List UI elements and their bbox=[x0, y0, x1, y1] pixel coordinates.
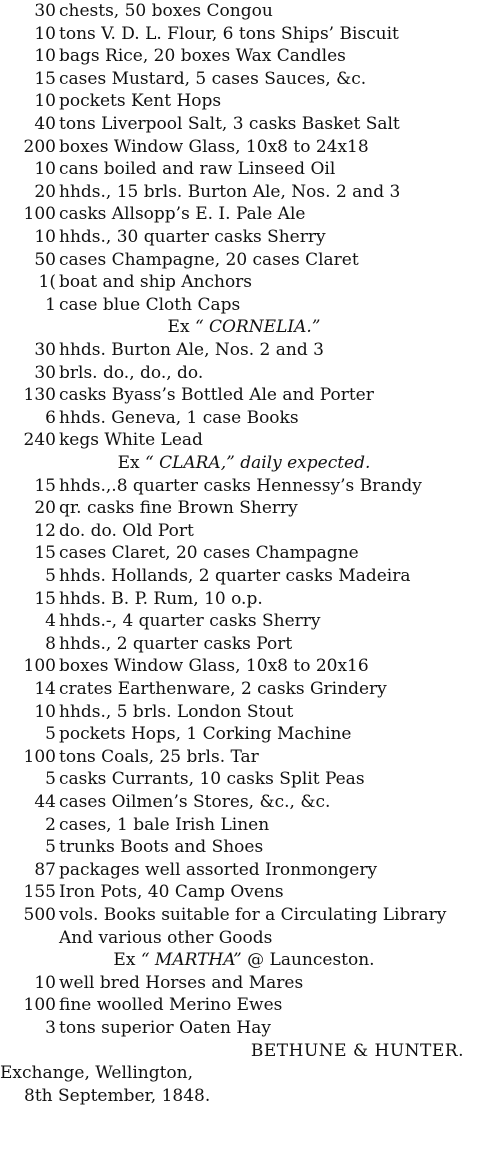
list-item bbox=[0, 768, 488, 791]
list-item bbox=[0, 655, 488, 678]
item-description: boxes Window Glass, 10x8 to 20x16 bbox=[59, 656, 369, 677]
item-quantity: 87 bbox=[34, 859, 56, 880]
item-quantity: 20 bbox=[34, 181, 56, 202]
item-description: hhds., 15 brls. Burton Ale, Nos. 2 and 3 bbox=[59, 181, 401, 202]
ship-name: “ CORNELIA.” bbox=[194, 317, 321, 338]
list-item bbox=[0, 294, 488, 317]
list-item bbox=[0, 362, 488, 385]
item-description: hhds., 30 quarter casks Sherry bbox=[59, 227, 326, 247]
list-item bbox=[0, 429, 488, 452]
item-description: pockets Hops, 1 Corking Machine bbox=[59, 724, 352, 745]
list-item bbox=[0, 836, 488, 859]
item-quantity: 240 bbox=[23, 430, 56, 451]
item-quantity: 200 bbox=[23, 136, 56, 157]
address-place: Exchange, Wellington, bbox=[0, 1063, 194, 1084]
item-quantity: 100 bbox=[23, 746, 56, 767]
heading-suffix: @ Launceston. bbox=[247, 950, 375, 971]
list-item bbox=[0, 994, 488, 1017]
item-quantity: 30 bbox=[34, 362, 56, 383]
section-heading-text bbox=[0, 452, 488, 475]
list-item bbox=[0, 791, 488, 814]
list-item bbox=[0, 881, 488, 904]
address-line bbox=[0, 1062, 488, 1085]
ship-name: “ MARTHA” bbox=[140, 950, 242, 971]
list-item bbox=[0, 384, 488, 407]
list-item bbox=[0, 271, 488, 294]
heading-prefix: Ex bbox=[167, 317, 190, 338]
section-heading-text bbox=[0, 949, 488, 972]
item-quantity: 15 bbox=[34, 475, 56, 496]
item-quantity: 44 bbox=[34, 792, 56, 812]
item-description: hhds. Geneva, 1 case Books bbox=[59, 407, 299, 428]
item-quantity: 30 bbox=[34, 340, 56, 360]
item-description: Iron Pots, 40 Camp Ovens bbox=[59, 882, 284, 903]
item-quantity: 3 bbox=[45, 1018, 56, 1038]
item-quantity: 20 bbox=[34, 498, 56, 519]
list-item bbox=[0, 475, 488, 498]
item-quantity: 15 bbox=[34, 543, 56, 564]
list-item bbox=[0, 542, 488, 565]
item-quantity: 1( bbox=[38, 272, 56, 293]
list-item bbox=[0, 23, 488, 46]
list-item bbox=[0, 68, 488, 91]
list-item bbox=[0, 339, 488, 362]
section-heading-text bbox=[0, 316, 488, 339]
item-description: case blue Cloth Caps bbox=[59, 294, 241, 315]
item-description: cases Claret, 20 cases Champagne bbox=[59, 543, 359, 564]
item-quantity: 10 bbox=[34, 701, 56, 722]
item-description: brls. do., do., do. bbox=[59, 362, 204, 383]
heading-suffix: daily expected. bbox=[240, 453, 371, 473]
date-line bbox=[0, 1085, 488, 1108]
list-item bbox=[0, 701, 488, 724]
item-quantity: 15 bbox=[34, 588, 56, 609]
list-item bbox=[0, 723, 488, 746]
item-description: cases, 1 bale Irish Linen bbox=[59, 814, 270, 835]
item-quantity: 5 bbox=[45, 566, 56, 586]
list-item bbox=[0, 113, 488, 136]
section-heading bbox=[0, 452, 488, 475]
item-quantity: 1 bbox=[45, 294, 56, 315]
list-item bbox=[0, 904, 488, 927]
item-description: hhds.,.8 quarter casks Hennessy’s Brandy bbox=[59, 475, 422, 496]
list-item bbox=[0, 45, 488, 68]
list-item bbox=[0, 588, 488, 611]
item-description: cases Mustard, 5 cases Sauces, &c. bbox=[59, 68, 367, 89]
list-item bbox=[0, 90, 488, 113]
list-item bbox=[0, 610, 488, 633]
list-item bbox=[0, 972, 488, 995]
heading-prefix: Ex bbox=[113, 950, 136, 971]
item-quantity: 100 bbox=[23, 204, 56, 225]
item-quantity: 10 bbox=[34, 227, 56, 247]
item-description: pockets Kent Hops bbox=[59, 91, 222, 112]
item-quantity: 4 bbox=[45, 611, 56, 632]
list-item bbox=[0, 814, 488, 837]
item-description: casks Allsopp’s E. I. Pale Ale bbox=[59, 204, 306, 225]
signature-line bbox=[0, 1040, 488, 1063]
item-quantity: 100 bbox=[23, 656, 56, 677]
list-item bbox=[0, 181, 488, 204]
item-description: chests, 50 boxes Congou bbox=[59, 1, 273, 21]
item-quantity: 2 bbox=[45, 814, 56, 835]
item-description: boat and ship Anchors bbox=[59, 272, 253, 293]
item-description: cans boiled and raw Linseed Oil bbox=[59, 159, 336, 180]
item-description: boxes Window Glass, 10x8 to 24x18 bbox=[59, 136, 369, 157]
item-description: qr. casks fine Brown Sherry bbox=[59, 498, 298, 519]
item-quantity: 500 bbox=[23, 905, 56, 925]
item-description: cases Oilmen’s Stores, &c., &c. bbox=[59, 792, 331, 812]
list-item bbox=[0, 746, 488, 769]
item-quantity: 100 bbox=[23, 995, 56, 1016]
item-description: trunks Boots and Shoes bbox=[59, 837, 264, 858]
item-description: vols. Books suitable for a Circulating Library bbox=[59, 905, 447, 925]
item-description: fine woolled Merino Ewes bbox=[59, 995, 283, 1016]
list-item bbox=[0, 497, 488, 520]
item-description: packages well assorted Ironmongery bbox=[59, 859, 378, 880]
ship-name: “ CLARA,” bbox=[144, 453, 235, 473]
list-item bbox=[0, 859, 488, 882]
item-description: tons Coals, 25 brls. Tar bbox=[59, 746, 259, 767]
item-description: tons Liverpool Salt, 3 casks Basket Salt bbox=[59, 114, 400, 134]
item-description: hhds., 5 brls. London Stout bbox=[59, 701, 294, 722]
list-item bbox=[0, 158, 488, 181]
list-item bbox=[0, 565, 488, 588]
item-description: bags Rice, 20 boxes Wax Candles bbox=[59, 46, 346, 67]
item-quantity: 10 bbox=[34, 91, 56, 112]
item-quantity: 10 bbox=[34, 23, 56, 44]
section-heading bbox=[0, 316, 488, 339]
item-description: hhds.-, 4 quarter casks Sherry bbox=[59, 611, 321, 632]
item-description: casks Currants, 10 casks Split Peas bbox=[59, 769, 365, 790]
item-description: kegs White Lead bbox=[59, 430, 203, 451]
list-item bbox=[0, 136, 488, 159]
list-item bbox=[0, 678, 488, 701]
list-item bbox=[0, 520, 488, 543]
item-quantity: 14 bbox=[34, 679, 56, 699]
item-description: well bred Horses and Mares bbox=[59, 972, 304, 993]
item-quantity: 6 bbox=[45, 407, 56, 428]
heading-prefix: Ex bbox=[117, 453, 140, 473]
item-quantity: 10 bbox=[34, 972, 56, 993]
item-description: crates Earthenware, 2 casks Grindery bbox=[59, 679, 387, 699]
item-description: hhds. Hollands, 2 quarter casks Madeira bbox=[59, 566, 411, 586]
item-description: casks Byass’s Bottled Ale and Porter bbox=[59, 385, 374, 406]
section-heading bbox=[0, 949, 488, 972]
list-item bbox=[0, 927, 488, 950]
item-quantity: 5 bbox=[45, 837, 56, 858]
list-item bbox=[0, 407, 488, 430]
item-description: tons superior Oaten Hay bbox=[59, 1018, 271, 1038]
item-description: tons V. D. L. Flour, 6 tons Ships’ Biscuit bbox=[59, 23, 399, 44]
item-quantity: 50 bbox=[34, 249, 56, 270]
item-description: hhds., 2 quarter casks Port bbox=[59, 633, 293, 654]
list-item bbox=[0, 249, 488, 272]
list-item bbox=[0, 203, 488, 226]
item-description: cases Champagne, 20 cases Claret bbox=[59, 249, 359, 270]
item-quantity: 155 bbox=[23, 882, 56, 903]
item-quantity: 12 bbox=[34, 520, 56, 541]
address-date: 8th September, 1848. bbox=[24, 1085, 211, 1106]
item-description: And various other Goods bbox=[59, 927, 273, 948]
item-quantity: 10 bbox=[34, 159, 56, 180]
item-quantity: 5 bbox=[45, 769, 56, 790]
item-quantity: 30 bbox=[34, 1, 56, 21]
item-quantity: 5 bbox=[45, 724, 56, 745]
item-quantity: 130 bbox=[23, 385, 56, 406]
item-description: hhds. Burton Ale, Nos. 2 and 3 bbox=[59, 340, 324, 360]
list-item bbox=[0, 226, 488, 249]
item-quantity: 40 bbox=[34, 114, 56, 134]
item-description: do. do. Old Port bbox=[59, 520, 194, 541]
list-item bbox=[0, 0, 488, 23]
list-item bbox=[0, 1017, 488, 1040]
signature: BETHUNE & HUNTER. bbox=[250, 1040, 464, 1061]
list-item bbox=[0, 633, 488, 656]
item-quantity: 8 bbox=[45, 633, 56, 654]
item-quantity: 15 bbox=[34, 68, 56, 89]
item-description: hhds. B. P. Rum, 10 o.p. bbox=[59, 588, 263, 609]
item-quantity: 10 bbox=[34, 46, 56, 67]
